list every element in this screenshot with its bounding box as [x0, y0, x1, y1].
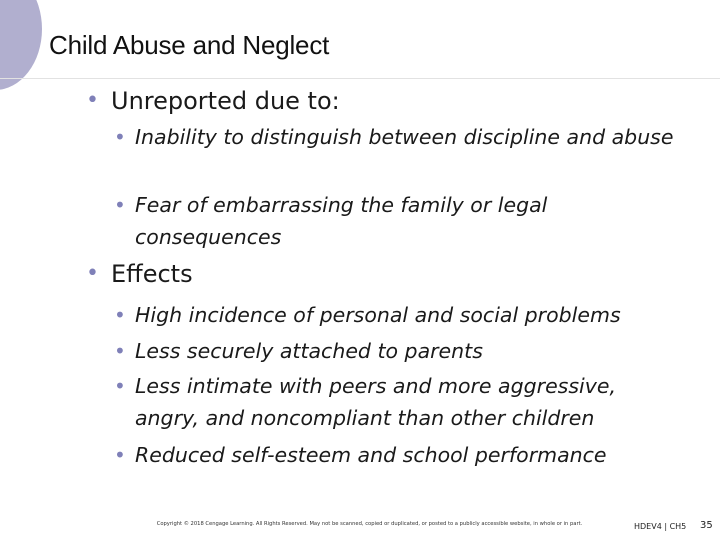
bullet-dot-icon: •	[114, 125, 126, 149]
bullet-heading: Unreported due to:	[111, 87, 340, 115]
page-number: 35	[700, 520, 713, 531]
slide-title: Child Abuse and Neglect	[49, 30, 330, 60]
bullet-dot-icon: •	[86, 88, 99, 113]
sub-bullet-fear	[114, 190, 674, 253]
sub-bullet-text: Less intimate with peers and more aggressive, angry, and noncompliant than other children	[135, 374, 616, 430]
bullet-dot-icon: •	[114, 303, 126, 327]
sub-bullet-inability	[114, 122, 674, 154]
bullet-dot-icon: •	[114, 374, 126, 398]
bullet-dot-icon: •	[114, 193, 126, 217]
title-divider	[0, 78, 720, 79]
bullet-heading: Effects	[111, 260, 193, 288]
sub-bullet-text: High incidence of personal and social problems	[135, 303, 621, 327]
sub-bullet-text: Less securely attached to parents	[135, 339, 483, 363]
bullet-dot-icon: •	[114, 443, 126, 467]
bullet-dot-icon: •	[114, 339, 126, 363]
sub-bullet-text: Reduced self-esteem and school performance	[135, 443, 607, 467]
sub-bullet-less-attached	[114, 336, 674, 368]
course-code: HDEV4 | CH5	[634, 522, 687, 531]
sub-bullet-less-intimate	[114, 371, 659, 434]
bullet-dot-icon: •	[86, 261, 99, 286]
bullet-effects	[86, 259, 193, 289]
bullet-unreported	[86, 86, 340, 116]
sub-bullet-text: Inability to distinguish between discipline and abuse	[135, 125, 674, 149]
sub-bullet-text: Fear of embarrassing the family or legal consequences	[135, 193, 548, 249]
sub-bullet-high-incidence	[114, 300, 674, 332]
copyright-notice: Copyright © 2018 Cengage Learning. All Rights Reserved. May not be scanned, copied or duplicated, or posted to a publicly accessible website, in whole or in part.	[156, 521, 583, 527]
corner-decoration-circle	[0, 0, 42, 90]
sub-bullet-self-esteem	[114, 440, 674, 472]
